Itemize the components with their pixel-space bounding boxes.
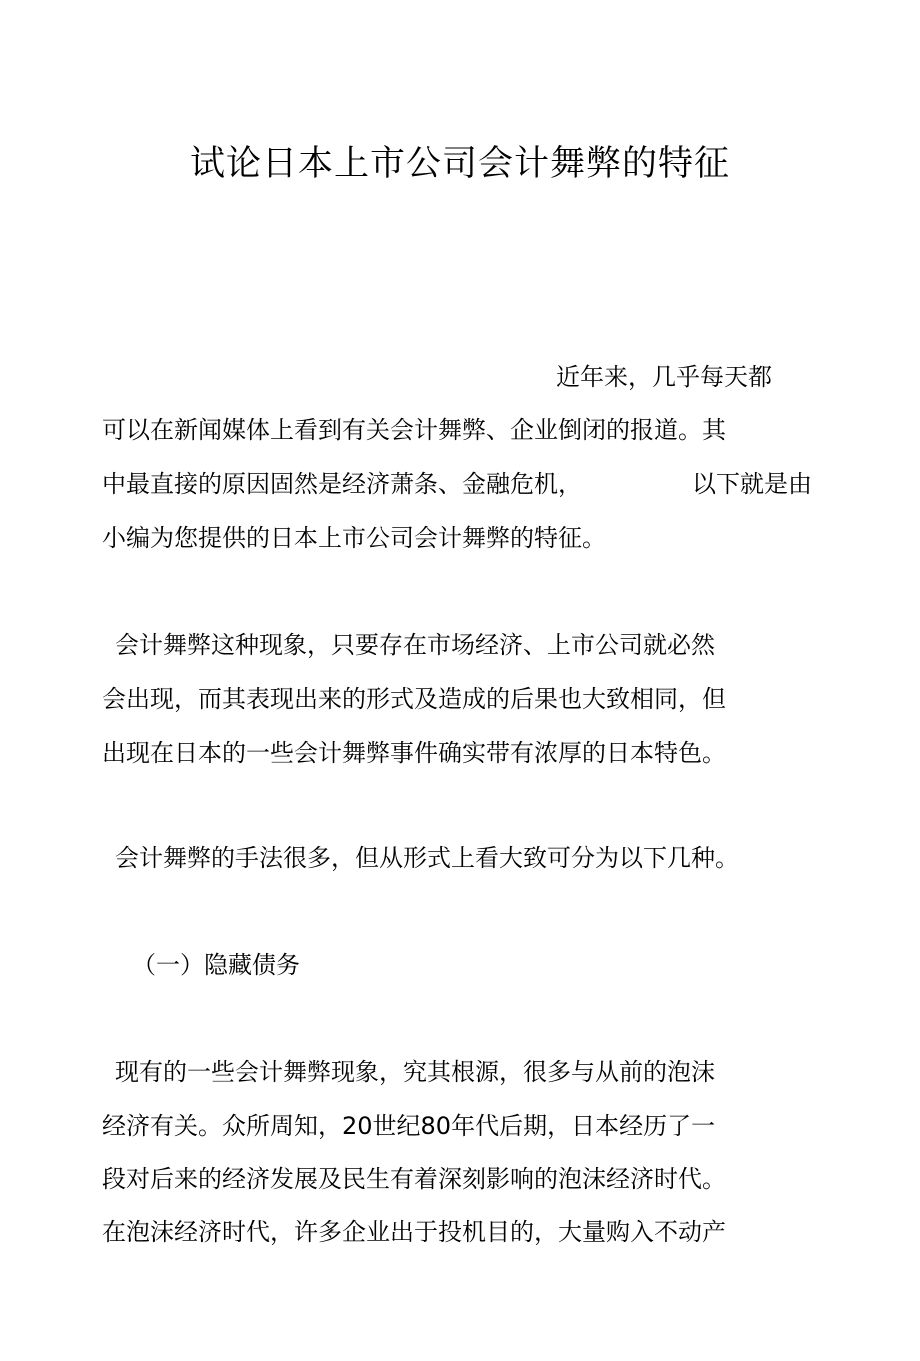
para4-line-4: 在泡沫经济时代，许多企业出于投机目的，大量购入不动产	[102, 1218, 726, 1246]
para4-line-3: 段对后来的经济发展及民生有着深刻影响的泡沫经济时代。	[102, 1165, 726, 1193]
section-heading: （一）隐藏债务	[132, 951, 300, 979]
para2-line-1: 会计舞弊这种现象，只要存在市场经济、上市公司就必然	[115, 631, 715, 659]
intro-line-1: 近年来，几乎每天都	[556, 363, 772, 391]
intro-line-3b: 以下就是由	[692, 470, 812, 498]
intro-line-3a: 中最直接的原因固然是经济萧条、金融危机，	[102, 470, 582, 498]
para3-line-1: 会计舞弊的手法很多，但从形式上看大致可分为以下几种。	[115, 844, 739, 872]
intro-line-2: 可以在新闻媒体上看到有关会计舞弊、企业倒闭的报道。其	[102, 416, 726, 444]
para2-line-2: 会出现，而其表现出来的形式及造成的后果也大致相同，但	[102, 685, 726, 713]
document-title: 试论日本上市公司会计舞弊的特征	[189, 144, 730, 184]
para4-line-2: 经济有关。众所周知，20世纪80年代后期，日本经历了一	[102, 1112, 716, 1140]
para4-line-1: 现有的一些会计舞弊现象，究其根源，很多与从前的泡沫	[115, 1058, 715, 1086]
para2-line-3: 出现在日本的一些会计舞弊事件确实带有浓厚的日本特色。	[102, 739, 726, 767]
intro-line-4: 小编为您提供的日本上市公司会计舞弊的特征。	[102, 524, 606, 552]
